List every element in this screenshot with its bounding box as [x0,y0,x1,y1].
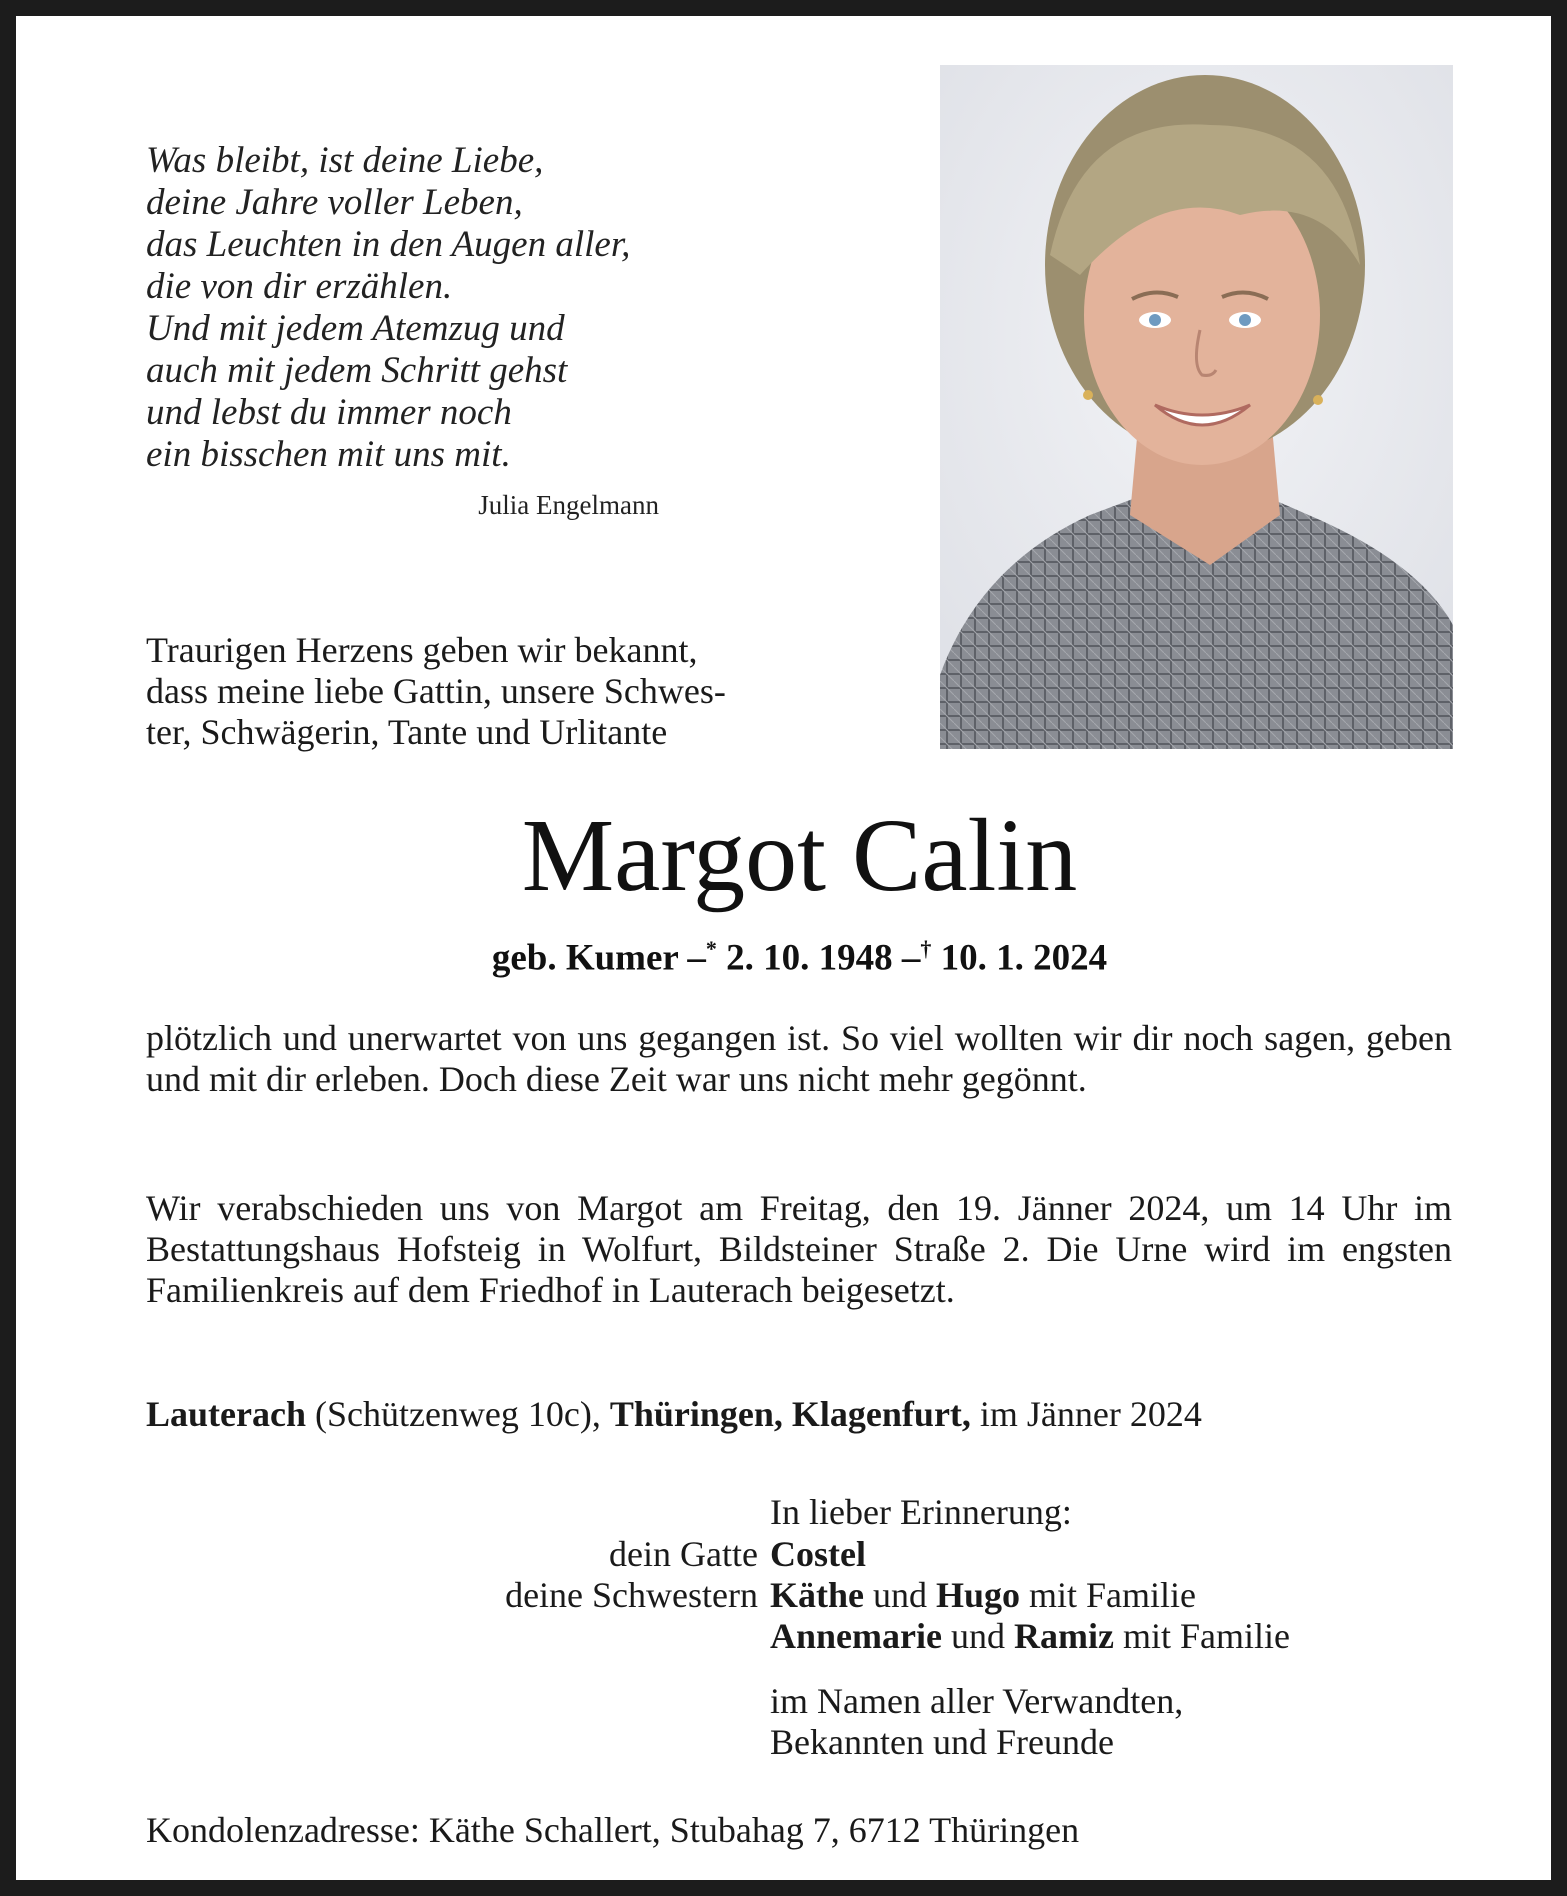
place-lauterach: Lauterach [146,1394,306,1434]
intro-text [146,630,846,753]
sister1-line [770,1575,1470,1616]
sister1-name: Käthe [770,1575,864,1615]
poem-line: das Leuchten in den Augen aller, [146,224,631,265]
poem [146,140,706,476]
deceased-name: Margot Calin [521,798,1078,913]
poem-line: ein bisschen mit uns mit. [146,434,511,475]
and-text: und [941,1616,1014,1656]
poem-line: deine Jahre voller Leben, [146,182,523,223]
paragraph-passing: plötzlich und unerwartet von uns gegangen ist. So viel wollten wir dir noch sagen, geben und mit dir erleben. Doch diese Zeit war uns nicht mehr gegönnt. [146,1018,1452,1099]
portrait-photo [940,65,1453,749]
intro-line: dass meine liebe Gattin, unsere Schwes- [146,671,726,711]
poem-author: Julia Engelmann [478,490,659,520]
sister2-name: Annemarie [770,1616,942,1656]
intro-line: Traurigen Herzens geben wir bekannt, [146,630,698,670]
poem-line: Was bleibt, ist deine Liebe, [146,140,544,181]
family-text: mit Familie [1113,1616,1290,1656]
poem-line: und lebst du immer noch [146,392,512,433]
place-cities: Thüringen, Klagenfurt, [609,1394,971,1434]
partner2-name: Ramiz [1013,1616,1114,1656]
death-date: 10. 1. 2024 [940,937,1108,979]
poem-line: auch mit jedem Schritt gehst [146,350,568,391]
family-text: mit Familie [1020,1575,1197,1615]
life-dates [16,936,1567,979]
places-line [146,1394,1452,1435]
poem-line: Und mit jedem Atemzug und [146,308,565,349]
and-text: und [864,1575,936,1615]
birth-date: 2. 10. 1948 – [726,937,921,979]
place-date: im Jänner 2024 [970,1394,1202,1434]
closing-line: Bekannten und Freunde [770,1722,1114,1762]
spouse-name [770,1534,1470,1575]
paragraph-funeral: Wir verabschieden uns von Margot am Freitag, den 19. Jänner 2024, um 14 Uhr im Bestattungshaus Hofsteig in Wolfurt, Bildsteiner Straße 2. Die Urne wird im engsten Familienkreis auf dem Friedhof in Lauterach beigesetzt. [146,1188,1452,1310]
birth-symbol: * [705,936,717,961]
condolence-address: Kondolenzadresse: Käthe Schallert, Stubahag 7, 6712 Thüringen [146,1810,1080,1850]
closing-line: im Namen aller Verwandten, [770,1681,1184,1721]
spouse-name-text: Costel [770,1534,866,1574]
portrait-illustration [940,65,1453,749]
partner1-name: Hugo [936,1575,1021,1615]
death-symbol: † [920,936,932,961]
sisters-label: deine Schwestern [505,1575,758,1615]
poem-line: die von dir erzählen. [146,266,453,307]
spouse-label: dein Gatte [609,1534,758,1574]
place-address: (Schützenweg 10c), [305,1394,610,1434]
birth-name: geb. Kumer – [491,937,706,979]
signature-heading: In lieber Erinnerung: [770,1492,1072,1532]
sister2-line [770,1616,1470,1657]
intro-line: ter, Schwägerin, Tante und Urlitante [146,712,668,752]
